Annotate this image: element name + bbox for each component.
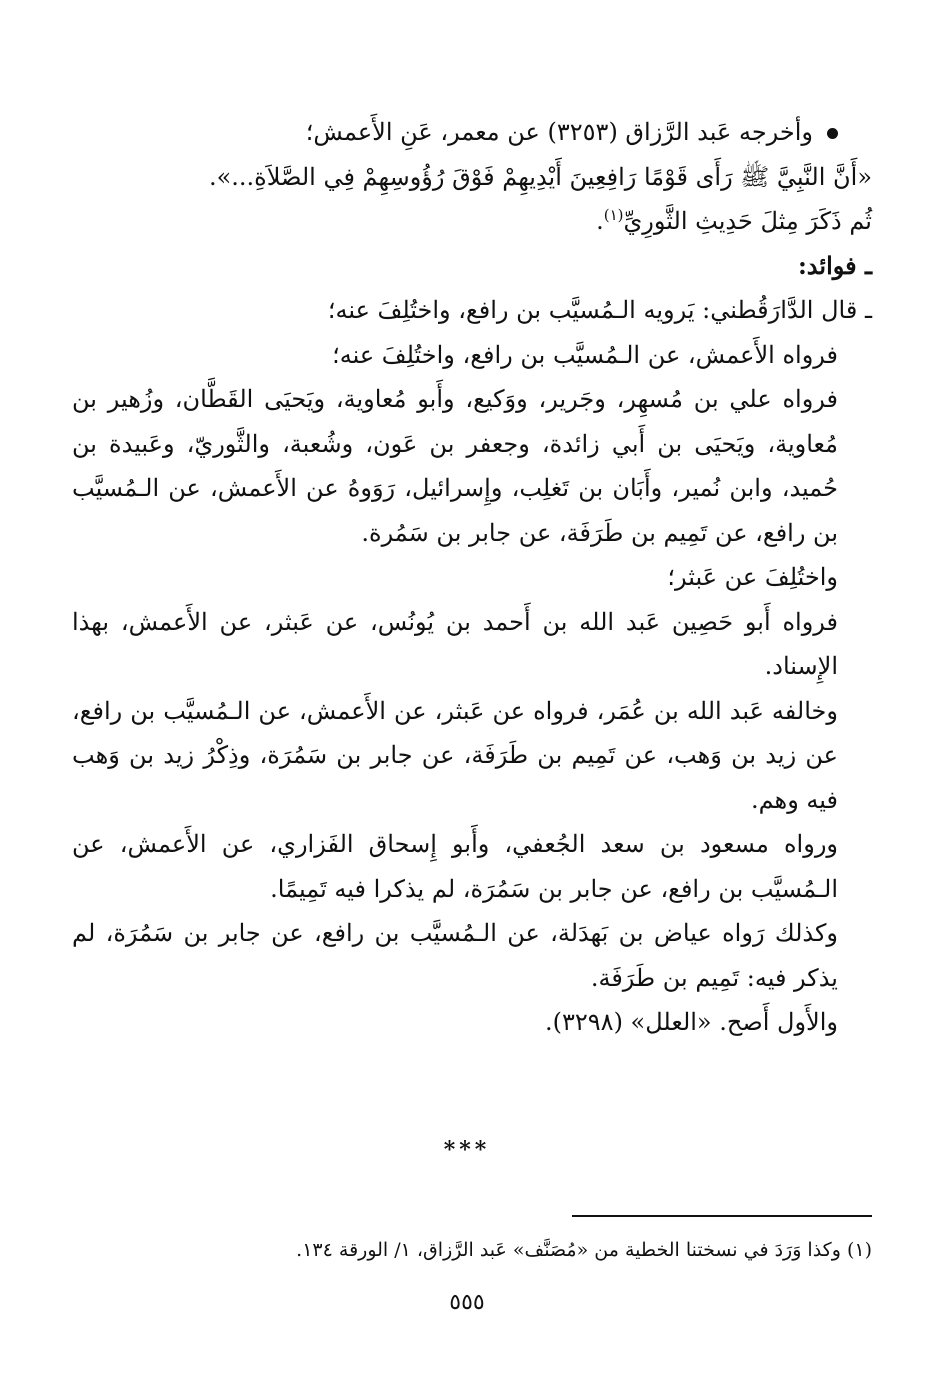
paragraph-text: ثُم ذَكَرَ مِثلَ حَدِيثِ الثَّورِيِّ [623, 207, 872, 235]
paragraph-takhrij [72, 110, 872, 155]
section-heading-fawaid: ـ فوائد: [797, 250, 872, 280]
paragraph-end: . [596, 207, 604, 235]
footnote-reference[interactable]: (١) [603, 206, 624, 224]
footnote: (١) وكذا وَرَدَ في نسختنا الخطية من «مُصَنَّف» عَبد الرَّزاق، ١/ الورقة ١٣٤. [296, 1239, 872, 1261]
paragraph: فرواه الأَعمش، عن الـمُسيَّب بن رافع، واختُلِفَ عنه؛ [332, 340, 838, 369]
paragraph: فرواه أَبو حَصِين عَبد الله بن أَحمد بن يُونُس، عن عَبثر، عن الأَعمش، بهذا الإِسناد. [72, 607, 838, 680]
footnote-divider [572, 1215, 872, 1217]
paragraph-text: وأخرجه عَبد الرَّزاق (٣٢٥٣) عن معمر، عَنِ الأَعمش؛ [305, 118, 813, 146]
paragraph: فرواه علي بن مُسهِر، وجَرير، ووَكيع، وأَبو مُعاوية، ويَحيَى القَطَّان، وزُهير بن مُعاوية، ويَحيَى بن أَبي زائدة، وجعفر بن عَون، وشُعبة، والثَّوريّ، وعَبيدة بن حُميد، وابن نُمير، وأَبَان بن تَغلِب، وإِسرائيل، رَوَوهُ عن الأَعمش، عن الـمُسيَّب بن رافع، عن تَمِيم بن طَرَفَة، عن جابر بن سَمُرة. [72, 385, 838, 547]
paragraph: واختُلِفَ عن عَبثر؛ [667, 563, 838, 591]
paragraph: وكذلك رَواه عياض بن بَهدَلة، عن الـمُسيَّب بن رافع، عن جابر بن سَمُرَة، لم يذكر فيه: تَمِيم بن طَرَفَة. [72, 919, 838, 992]
paragraph: ورواه مسعود بن سعد الجُعفي، وأَبو إِسحاق الفَزاري، عن الأَعمش، عن الـمُسيَّب بن رافع، عن جابر بن سَمُرَة، لم يذكرا فيه تَمِيمًا. [72, 830, 838, 903]
paragraph-mention [72, 199, 872, 244]
paragraph-conclusion: والأَول أَصح. «العلل» (٣٢٩٨). [545, 1008, 838, 1036]
section-separator: *** [443, 1137, 491, 1163]
page-number: ٥٥٥ [449, 1290, 485, 1315]
hadith-quote: «أَنَّ النَّبِيَّ ﷺ رَأَى قَوْمًا رَافِعِينَ أَيْدِيهِمْ فَوْقَ رُؤُوسِهِمْ فِي الصَّلاَةِ...». [208, 162, 872, 191]
main-text [72, 110, 872, 1045]
paragraph: وخالفه عَبد الله بن عُمَر، فرواه عن عَبثر، عن الأَعمش، عن الـمُسيَّب بن رافع، عن زيد بن وَهب، عن تَمِيم بن طَرَفَة، عن جابر بن سَمُرَة، وذِكْرُ زيد بن وَهب فيه وهم. [72, 696, 838, 814]
bullet-icon [827, 128, 838, 139]
paragraph-daraqutni: ـ قال الدَّارَقُطني: يَرويه الـمُسيَّب بن رافع، واختُلِفَ عنه؛ [327, 296, 872, 324]
